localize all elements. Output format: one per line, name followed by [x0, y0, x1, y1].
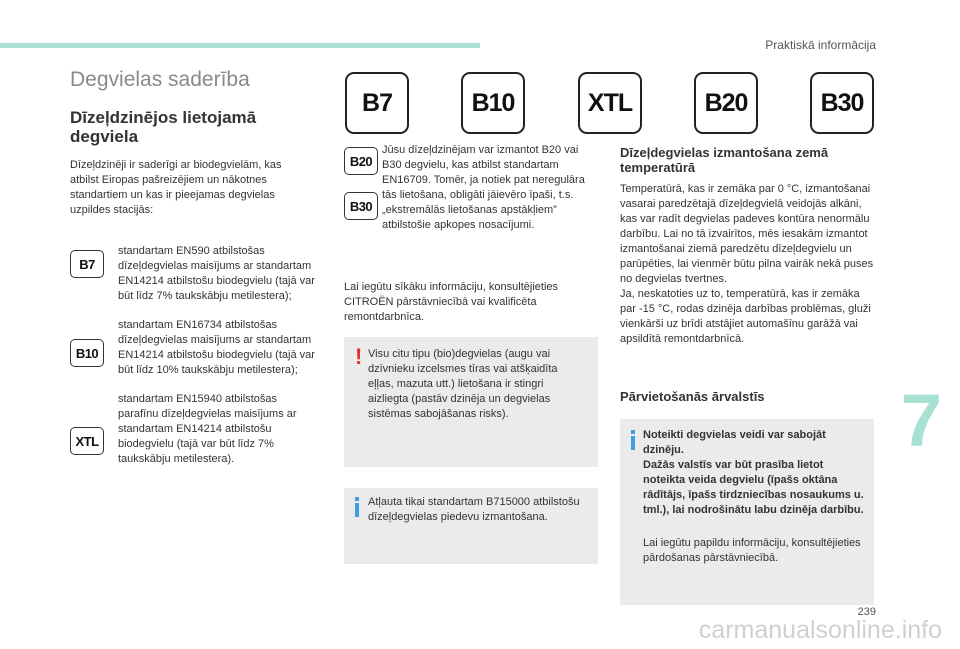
chapter-number: 7	[900, 379, 942, 462]
badge-b20-icon: B20	[344, 147, 378, 175]
watermark: carmanualsonline.info	[698, 616, 942, 644]
badge-b30-icon: B30	[344, 192, 378, 220]
more-info-text: Lai iegūtu sīkāku informāciju, konsultējieties CITROËN pārstāvniecībā vai kvalificēta remontdarbnīca.	[344, 281, 559, 323]
b20-b30-text: Jūsu dīzeļdzinējam var izmantot B20 vai B30 degvielu, kas atbilst standartam EN16709. Tomēr, ja notiek pat neregulāra tās lietošana, obligāti jāievēro īpaši, t.s. „ekstremālās lietošanas apstākļiem” atbilstošie apkopes nosacījumi.	[382, 144, 585, 231]
info-icon	[631, 430, 635, 448]
b10-description: standartam EN16734 atbilstošas dīzeļdegvielas maisījums ar standartam EN14214 atbilstošu biodegvielu (tajā var būt līdz 10% taukskābju metilestera);	[118, 319, 315, 376]
left-intro: Dīzeļdzinēji ir saderīgi ar biodegvielām, kas atbilst Eiropas pašreizējiem un nākotnes standartiem un kas ir pieejamas degvielas uzpildes stacijās:	[70, 159, 282, 216]
cold-heading: Dīzeļdegvielas izmantošana zemā temperatūrā	[620, 145, 829, 175]
badge-xtl-icon: XTL	[70, 427, 104, 455]
b7-description: standartam EN590 atbilstošas dīzeļdegvielas maisījums ar standartam EN14214 atbilstošu biodegvielu (tajā var būt līdz 7% taukskābju metilestera);	[118, 245, 315, 302]
page-number: 239	[857, 606, 876, 618]
info-icon	[355, 497, 359, 515]
section-label: Praktiskā informācija	[765, 38, 876, 52]
big-badge-b7-icon: B7	[345, 72, 409, 134]
xtl-description: standartam EN15940 atbilstošas parafīnu dīzeļdegvielas maisījums ar standartam EN14214 atbilstošu biodegvielu (tajā var būt līdz 7% taukskābju metilestera).	[118, 393, 297, 465]
badge-b7-icon: B7	[70, 250, 104, 278]
warning-icon: !	[355, 344, 363, 369]
badge-b10-icon: B10	[70, 339, 104, 367]
abroad-warning-text: Noteikti degvielas veidi var sabojāt dzinēju. Dažās valstīs var būt prasība lietot noteikta veida degvielu (īpašs oktāna rādītājs, īpašs tirdzniecības nosaukums u. tml.), lai nodrošinātu labu dzinēja darbību.	[643, 429, 864, 516]
big-badge-b10-icon: B10	[461, 72, 525, 134]
big-badge-b30-icon: B30	[810, 72, 874, 134]
big-badge-b20-icon: B20	[694, 72, 758, 134]
header-accent-bar	[0, 43, 480, 48]
warning-text: Visu citu tipu (bio)degvielas (augu vai dzīvnieku izcelsmes tīras vai atšķaidīta eļļas, mazuta utt.) lietošana ir stingri aizliegta (pastāv dzinēja un degvielas sistēmas sabojāšanas risks).	[368, 348, 558, 420]
info-text: Atļauta tikai standartam B715000 atbilstošu dīzeļdegvielas piedevu izmantošana.	[368, 496, 580, 523]
left-heading: Dīzeļdzinējos lietojamā degviela	[70, 108, 257, 146]
cold-text: Temperatūrā, kas ir zemāka par 0 °C, izmantošanai vasarai paredzētajā dīzeļdegvielā veidojās alkāni, kas var radīt degvielas padeves kontūra nenormālu darbību. Lai no tā izvairītos, mēs iesakām izmantot izmantošanai ziemā paredzētu dīzeļdegvielu un parūpēties, lai vienmēr būtu pilna vairāk nekā puses no degvielas tvertnes. Ja, neskatoties uz to, temperatūrā, kas ir zemāka par -15 °C, rodas dzinēja darbības problēmas, gluži vienkārši uz brīdi atstājiet automašīnu garāžā vai apsildītā remontdarbnīcā.	[620, 183, 874, 345]
abroad-info-text: Lai iegūtu papildu informāciju, konsultējieties pārdošanas pārstāvniecībā.	[643, 537, 861, 564]
page-title: Degvielas saderība	[70, 68, 250, 91]
abroad-heading: Pārvietošanās ārvalstīs	[620, 389, 765, 404]
big-badge-xtl-icon: XTL	[578, 72, 642, 134]
